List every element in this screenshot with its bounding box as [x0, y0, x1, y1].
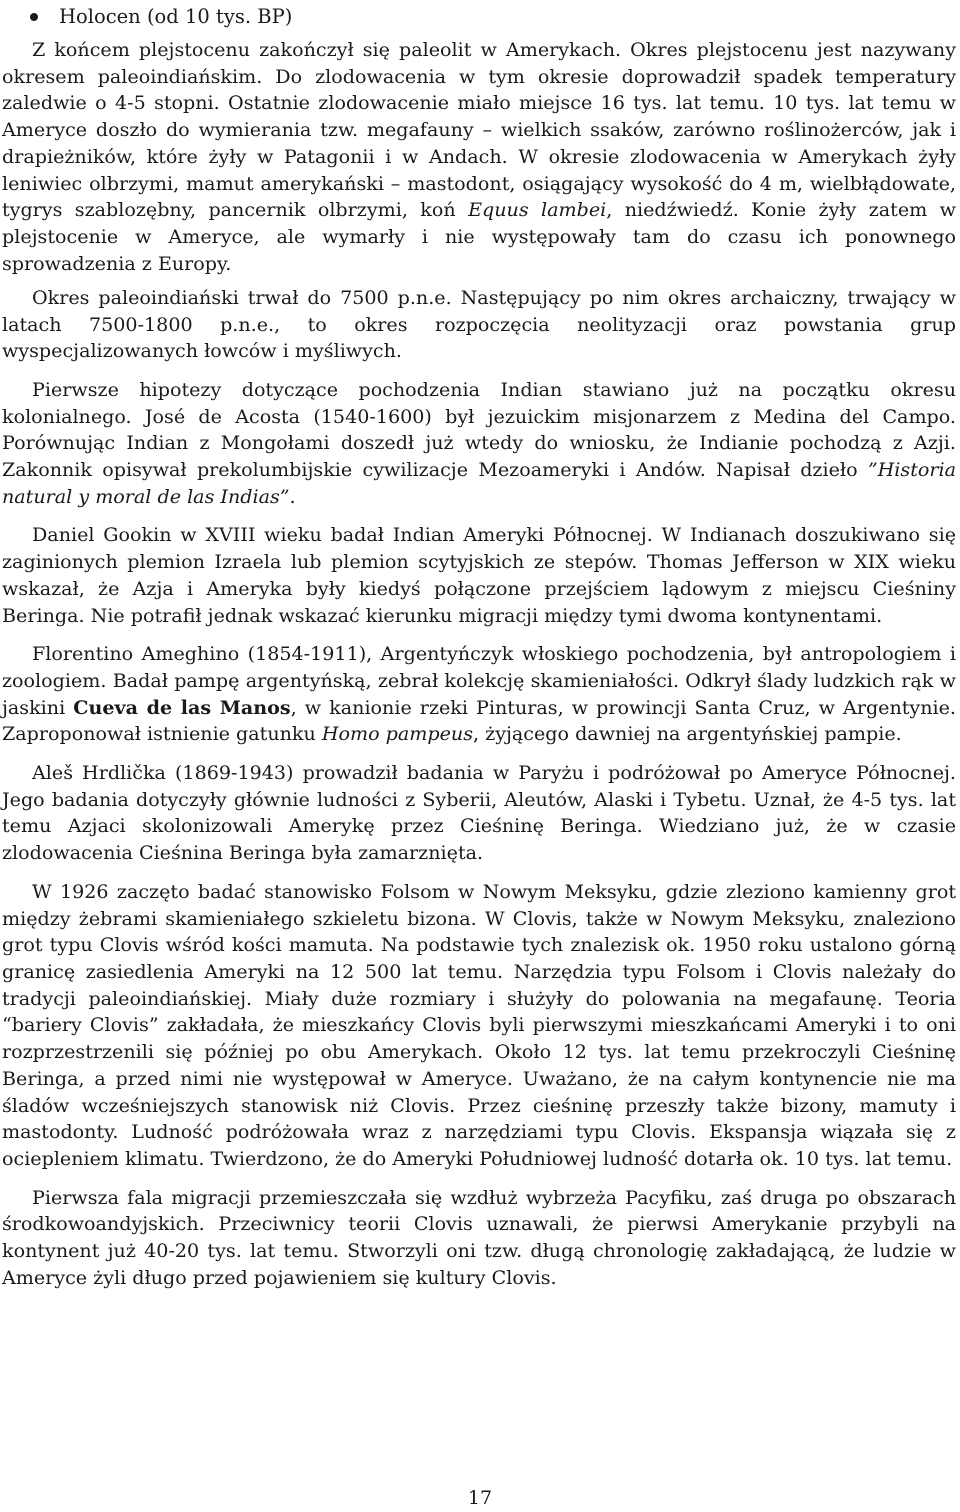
paragraph-text: Pierwsza fala migracji przemieszczała się wzdłuż wybrzeża Pacyfiku, zaś druga po obszarach środkowoandyjskich. Przeciwnicy teorii Clovis uznawali, że pierwsi Amerykanie przybyli na kontynent już 40-20 tys. lat temu. Stworzyli oni tzw. długą chronologię zakładającą, że ludzie w Ameryce żyli długo przed pojawieniem się kultury Clovis. [2, 1185, 956, 1289]
book-title: ”Historia natural y moral de las Indias” [2, 458, 956, 508]
paragraph-text: . [289, 484, 296, 508]
paragraph-text: Okres paleoindiański trwał do 7500 p.n.e. Następujący po nim okres archaiczny, trwający w latach 7500-1800 p.n.e., to okres rozpoczęcia neolityzacji oraz powstania grup wyspecjalizowanych łowców i myśliwych. [2, 285, 956, 363]
bullet-icon [30, 13, 38, 21]
section-heading [2, 0, 956, 31]
paragraph-folsom-clovis [2, 879, 956, 1173]
species-name: Equus lambei [468, 198, 607, 222]
paragraph-text: , niedźwiedź. Konie żyły zatem w plejstocenie w Ameryce, ale wymarły i nie występowały tam do czasu ich ponownego sprowadzenia z Europy. [2, 198, 956, 275]
paragraph-acosta [2, 377, 956, 511]
paragraph-text: Florentino Ameghino (1854-1911), Argentyńczyk włoskiego pochodzenia, był antropologiem i zoologiem. Badał pampę argentyńską, zebrał kolekcję skamieniałości. Odkrył ślady ludzkich rąk w jaskini [2, 642, 956, 719]
paragraph-text: Aleš Hrdlička (1869-1943) prowadził badania w Paryżu i podróżował po Ameryce Północnej. Jego badania dotyczyły głównie ludności z Syberii, Aleutów, Alaski i Tybetu. Uznał, że 4-5 tys. lat temu Azjaci skolonizowali Amerykę przez Cieśninę Beringa. Wiedziano już, że w czasie zlodowacenia Cieśnina Beringa była zamarznięta. [2, 761, 956, 865]
species-name: Homo pampeus [321, 722, 474, 746]
paragraph-text: W 1926 zaczęto badać stanowisko Folsom w Nowym Meksyku, gdzie zleziono kamienny grot między żebrami skamieniałego szkieletu bizona. W Clovis, także w Nowym Meksyku, znaleziono grot typu Clovis wśród kości mamuta. Na podstawie tych znalezisk ok. 1950 roku ustalono górną granicę zasiedlenia Ameryki na 12 500 lat temu. Narzędzia typu Folsom i Clovis należały do tradycji paleoindiańskiej. Miały duże rozmiary i służyły do polowania na megafaunę. Teoria “bariery Clovis” zakładała, że mieszkańcy Clovis byli pierwszymi mieszkańcami Ameryki i to oni rozprzestrzenili się później po obu Amerykach. Około 12 tys. lat temu przekroczyli Cieśninę Beringa, a przed nimi nie występował w Ameryce. Uważano, że na całym kontynencie nie ma śladów wcześniejszych stanowisk niż Clovis. Przez cieśninę przeszły także bizony, mamuty i mastodonty. Ludność podróżowała wraz z narzędziami typu Clovis. Ekspansja wiązała się z ociepleniem klimatu. Twierdzono, że do Ameryki Południowej ludność dotarła ok. 10 tys. lat temu. [2, 879, 956, 1170]
section-title: Holocen (od 10 tys. BP) [59, 5, 293, 28]
paragraph-text: Pierwsze hipotezy dotyczące pochodzenia Indian stawiano już na początku okresu kolonialnego. José de Acosta (1540-1600) był jezuickim misjonarzem z Medina del Campo. Porównując Indian z Mongołami doszedł już wtedy do wniosku, że Indianie pochodzą z Azji. Zakonnik opisywał prekolumbijskie cywilizacje Mezoameryki i Andów. Napisał dzieło [2, 377, 956, 482]
paragraph-text: Z końcem plejstocenu zakończył się paleolit w Amerykach. Okres plejstocenu jest nazywany okresem paleoindiańskim. Do zlodowacenia w tym okresie doprowadził spadek temperatury zaledwie o 4-5 stopni. Ostatnie zlodowacenie miało miejsce 16 tys. lat temu. 10 tys. lat temu w Ameryce doszło do wymierania tzw. megafauny – wielkich ssaków, zarówno roślinożerców, jak i drapieżników, które żyły w Patagonii i w Andach. W okresie zlodowacenia w Amerykach żyły leniwiec olbrzymi, mamut amerykański – mastodont, osiągający wysokość do 4 m, wielbłądowate, tygrys szablozębny, pancernik olbrzymi, koń [2, 38, 956, 222]
paragraph-migration-waves [2, 1185, 956, 1292]
paragraph-text: , w kanionie rzeki Pinturas, w prowincji Santa Cruz, w Argentynie. Zaproponował istnienie gatunku [2, 695, 956, 746]
paragraph-paleoindian-period [2, 285, 956, 365]
site-name: Cueva de las Manos [73, 695, 291, 719]
page-number: 17 [467, 1487, 493, 1509]
paragraph-gookin-jefferson [2, 522, 956, 629]
paragraph-text: , żyjącego dawniej na argentyńskiej pampie. [473, 722, 902, 746]
paragraph-text: Daniel Gookin w XVIII wieku badał Indian Ameryki Północnej. W Indianach doszukiwano się zaginionych plemion Izraela lub plemion scytyjskich ze stepów. Thomas Jefferson w XIX wieku wskazał, że Azja i Ameryka były kiedyś połączone przejściem lądowym z miejscu Cieśniny Beringa. Nie potrafił jednak wskazać kierunku migracji między tymi dwoma kontynentami. [2, 523, 956, 627]
paragraph-ameghino [2, 641, 956, 748]
paragraph-hrdlicka [2, 760, 956, 867]
paragraph-megafauna [2, 37, 956, 277]
